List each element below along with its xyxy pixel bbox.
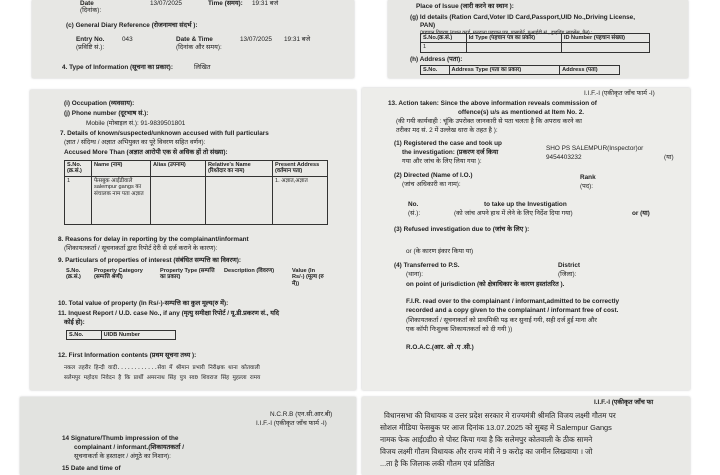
registered-case-cont: the investigation: (प्रकरण दर्ज किया (402, 149, 499, 156)
id-details-hindi: (पहचान विवरण (राशन कार्ड, मतदाता पहचान पत्र, पासपोर्ट, यूआईडी सं., ड्राइविंग लाइसेंस, पैन) : (420, 30, 593, 36)
total-property-value: 10. Total value of property (In Rs/-)-सम्पत्ति का कुल मूल्य(रु में): (58, 300, 229, 307)
id-table-header (421, 34, 650, 43)
directed-io: (2) Directed (Name of I.O.) (394, 172, 473, 179)
table-row (65, 176, 328, 224)
type-of-information-value: लिखित (194, 64, 211, 71)
first-information-line-1: नकल तहरीर हिन्दी वादी............सेवा में श्रीमान प्रभारी निरीक्षक थाना कोतवाली (64, 365, 260, 371)
fir-read-over-hindi: (शिकायतकर्ता / सूचनाकर्ता को प्राथमिकी पढ़ कर सुनाई गयी, सही दर्ज हुई माना और (406, 317, 597, 324)
property-particulars: 9. Particulars of properties of interest (संबंधित सम्पत्ति का विवरण): (58, 257, 241, 264)
address-table-header (421, 66, 620, 75)
roac: R.O.A.C.(आर. ओ .ए .सी.) (406, 344, 474, 351)
prop-col-type: Property Type (सम्पत्ति का प्रकार) (160, 268, 215, 281)
io-number-hindi: (सं.): (408, 210, 421, 217)
rank-hindi: (पद): (580, 183, 594, 190)
time-value: 19:31 बजे (252, 0, 279, 7)
id-details: (g) Id details (Ration Card,Voter ID Card,Passport,UID No.,Driving License, (410, 14, 636, 21)
inquest-report: 11. Inquest Report / U.D. case No., if any (मृत्यु समीक्षा रिपोर्ट / यू.डी.प्रकरण सं., यदि (58, 310, 280, 317)
delay-reasons: 8. Reasons for delay in reporting by the complainant/informant (58, 236, 249, 243)
entry-no-label: Entry No. (76, 36, 105, 43)
ncrb-label: N.C.R.B (एन.सी.आर.बी) (270, 411, 333, 418)
signature-panel (20, 397, 356, 475)
prop-col-value: Value (In Rs/-) (मूल्य (रु में)) (292, 268, 324, 287)
entry-no-value: 043 (122, 36, 133, 43)
id-col-sno: S.No.(क्र.सं.) (421, 34, 467, 43)
first-information-text-panel (362, 397, 690, 475)
take-up-investigation-hindi: (को जांच अपने हाथ में लेने के लिए निर्देश दिया गया) (454, 210, 573, 217)
table-row (421, 43, 650, 52)
acc-col-address: Present Address (वर्तमान पता) (273, 161, 328, 177)
date-hindi-label: (दिनांक): (80, 7, 102, 14)
acc-cell-address: 1. अज्ञात,अज्ञात (273, 176, 328, 224)
acc-cell-relative (206, 176, 273, 224)
acc-col-name: Name (नाम) (92, 161, 151, 177)
id-col-number: ID Number (पहचान संख्या) (561, 34, 649, 43)
uidb-table (66, 330, 176, 340)
signature-heading-hindi: सूचनाकर्ता के हस्ताक्षर / अंगूठे का निशान): (74, 453, 171, 460)
inquest-report-cont: कोई हो): (64, 319, 85, 326)
io-number-label: No. (408, 201, 419, 208)
date-label: Date (80, 0, 94, 7)
accused-heading-hindi: (ज्ञात / संदिग्ध / अज्ञात अभियुक्त का पूरे विवरण सहित वर्णन): (64, 139, 206, 146)
addr-col-sno: S.No. (421, 66, 450, 75)
fir-text-line-1: विधानसभा की विधायक व उत्तर प्रदेश सरकार मे राज्यमंत्री श्रीमति विजय लक्ष्मी गौतम पर (384, 411, 616, 420)
property-table (64, 267, 326, 288)
fir-text-line-2: सोशल मीडिया फेसबुक पर आज दिनांक 13.07.2025 को सुबह मे Salempur Gangs (380, 423, 612, 432)
registered-or: (या) (664, 154, 674, 161)
acc-col-relative: Relative's Name (रिश्तेदार का नाम) (206, 161, 273, 177)
signature-heading-cont: complainant / informant.(शिकायतकर्ता / (74, 444, 185, 451)
complainant-id-panel (388, 0, 688, 78)
prop-col-category: Property Category (सम्पत्ति श्रेणी) (94, 268, 143, 281)
type-of-information: 4. Type of Information (सूचना का प्रकार): (62, 64, 173, 71)
form-number: I.I.F.-I (एकीकृत जाँच फार्म -I) (584, 90, 655, 97)
action-taken-panel (362, 88, 690, 390)
id-cell-type (466, 43, 561, 52)
id-table (420, 33, 650, 53)
accused-details-panel (30, 90, 356, 390)
or-label: or (या) (632, 210, 650, 217)
district-label: District (558, 262, 581, 269)
uidb-col-number: UIDB Number (101, 331, 175, 340)
address-heading: (h) Address (पता): (410, 56, 463, 63)
directed-io-hindi: (जांच अधिकारी का नाम): (402, 181, 461, 188)
uidb-col-sno: S.No. (67, 331, 102, 340)
refused-investigation: (3) Refused investigation due to (जांच के लिए ): (394, 226, 530, 233)
accused-table (64, 160, 328, 225)
date-value: 13/07/2025 (150, 0, 182, 7)
id-col-type: Id Type (पहचान पत्र का प्रकार) (466, 34, 561, 43)
refused-investigation-hindi: or (के कारण इंकार किया या) (406, 248, 474, 255)
addr-col-type: Address Type (पता का प्रकार) (449, 66, 560, 75)
registered-officer: SHO PS SALEMPUR(Inspector)or (546, 145, 644, 152)
action-taken: 13. Action taken: Since the above information reveals commission of (388, 100, 597, 107)
prop-col-description: Description (विवरण) (224, 268, 275, 274)
uidb-table-header (67, 331, 176, 340)
phone-number: (j) Phone number (दूरभाष सं.): (64, 110, 149, 117)
property-table-header (64, 267, 326, 288)
id-cell-number (561, 43, 649, 52)
registered-phone: 9454403232 (546, 154, 582, 161)
date-and-time-of: 15 Date and time of (62, 465, 121, 472)
acc-col-alias: Alias (उपनाम) (151, 161, 206, 177)
time-label: Time (समय): (208, 0, 243, 7)
fir-text-line-5: ...ता है कि जिलाक लकी गौतम एवं प्रतिष्ठित (380, 459, 495, 468)
occupation: (i) Occupation (व्यवसाय): (64, 100, 135, 107)
delay-reasons-hindi: (शिकायतकर्ता / सूचनाकर्ता द्वारा रिपोर्ट देरी से दर्ज कराने के कारण): (64, 245, 218, 252)
registered-case: (1) Registered the case and took up (394, 140, 502, 147)
fir-read-over-cont: recorded and a copy given to the complainant / informant free of cost. (406, 307, 619, 314)
id-details-pan: PAN) (420, 22, 436, 29)
take-up-investigation: to take up the Investigation (484, 201, 567, 208)
fir-text-line-4: विजय लक्ष्मी गौतम विधायक और राज्य मंत्री ने 9 करोड़ का जमीन लिखवाया । जो (380, 447, 593, 456)
acc-col-sno: S.No. (क्र.सं.) (65, 161, 92, 177)
rank-label: Rank (580, 174, 596, 181)
addr-col-address: Address (पता) (560, 66, 620, 75)
registered-case-hindi: गया और जांच के लिए लिया गया ): (402, 158, 482, 165)
action-taken-hindi: (की गयी कार्यवाही : चूंकि उपरोक्त जानकारी से पता चलता है कि अपराध करने का (396, 118, 582, 125)
jurisdiction: on point of jurisdiction (को क्षेत्राधिकार के कारण हस्तांतरित ). (406, 281, 565, 288)
accused-table-header (65, 161, 328, 177)
acc-cell-sno: 1 (65, 176, 92, 224)
accused-more-than: Accused More Than (अज्ञात आरोपी एक से अधिक हों तो संख्या): (64, 149, 228, 156)
address-table (420, 65, 620, 75)
fir-read-over-hindi-cont: एक कॉपी निःशुल्क शिकायतकर्ता को दी गयी )) (406, 326, 513, 333)
signature-heading: 14 Signature/Thumb impression of the (62, 435, 179, 442)
transferred-ps: (4) Transferred to P.S. (394, 262, 460, 269)
prop-col-sno: S.No. (क्र.सं.) (66, 268, 81, 281)
first-information-heading: 12. First Information contents (प्रथम सूचना तथ्य ): (58, 352, 197, 359)
date-time-time: 19:31 बजे (284, 36, 311, 43)
acc-cell-name: फेसबुक आईडीवाले salempur gangs का संचालक नाम पता अज्ञात (92, 176, 151, 224)
id-cell-sno: 1 (421, 43, 467, 52)
action-taken-hindi-cont: तरीका मद सं. 2 में उल्लेख धारा के तहत है ): (396, 127, 498, 134)
general-diary-reference: (c) General Diary Reference (रोजनामचा संदर्भ ): (66, 22, 198, 29)
form-number-bottom: I.I.F.-I (एकीकृत जाँच फार्म -I) (256, 420, 327, 427)
date-time-hindi: (दिनांक और समय): (176, 44, 222, 51)
date-time-value: 13/07/2025 (240, 36, 272, 43)
district-hindi: (जिला): (558, 271, 577, 278)
entry-no-hindi: (प्रविष्टि सं.): (76, 44, 105, 51)
accused-heading: 7. Details of known/suspected/unknown accused with full particulars (60, 130, 269, 137)
acc-cell-alias (151, 176, 206, 224)
action-taken-cont: offence(s) u/s as mentioned at Item No. 2. (458, 109, 585, 116)
fir-text-line-3: नामक फेक आई0डी0 से पोस्ट किया गया है कि सलेमपुर कोतवाली के ठीक सामने (380, 435, 593, 444)
first-information-line-2: सलेमपुर महोदय निवेदन है कि प्रार्थी अमरनाथ सिंह पुत्र स्व0 शिवराज सिंह मुहल्ला रामय (64, 375, 261, 381)
place-of-issue: Place of Issue (जारी करने का स्थान ): (416, 3, 514, 10)
transferred-ps-hindi: (थाना): (406, 271, 423, 278)
fir-page-header-panel (32, 0, 354, 78)
date-time-label: Date & Time (176, 36, 213, 43)
form-number-right: I.I.F.-I (एकीकृत जाँच फा (594, 399, 654, 406)
fir-read-over: F.I.R. read over to the complainant / informant,admitted to be correctly (406, 298, 620, 305)
mobile-number: Mobile (मोबाइल सं.): 91-9839501801 (86, 120, 186, 127)
